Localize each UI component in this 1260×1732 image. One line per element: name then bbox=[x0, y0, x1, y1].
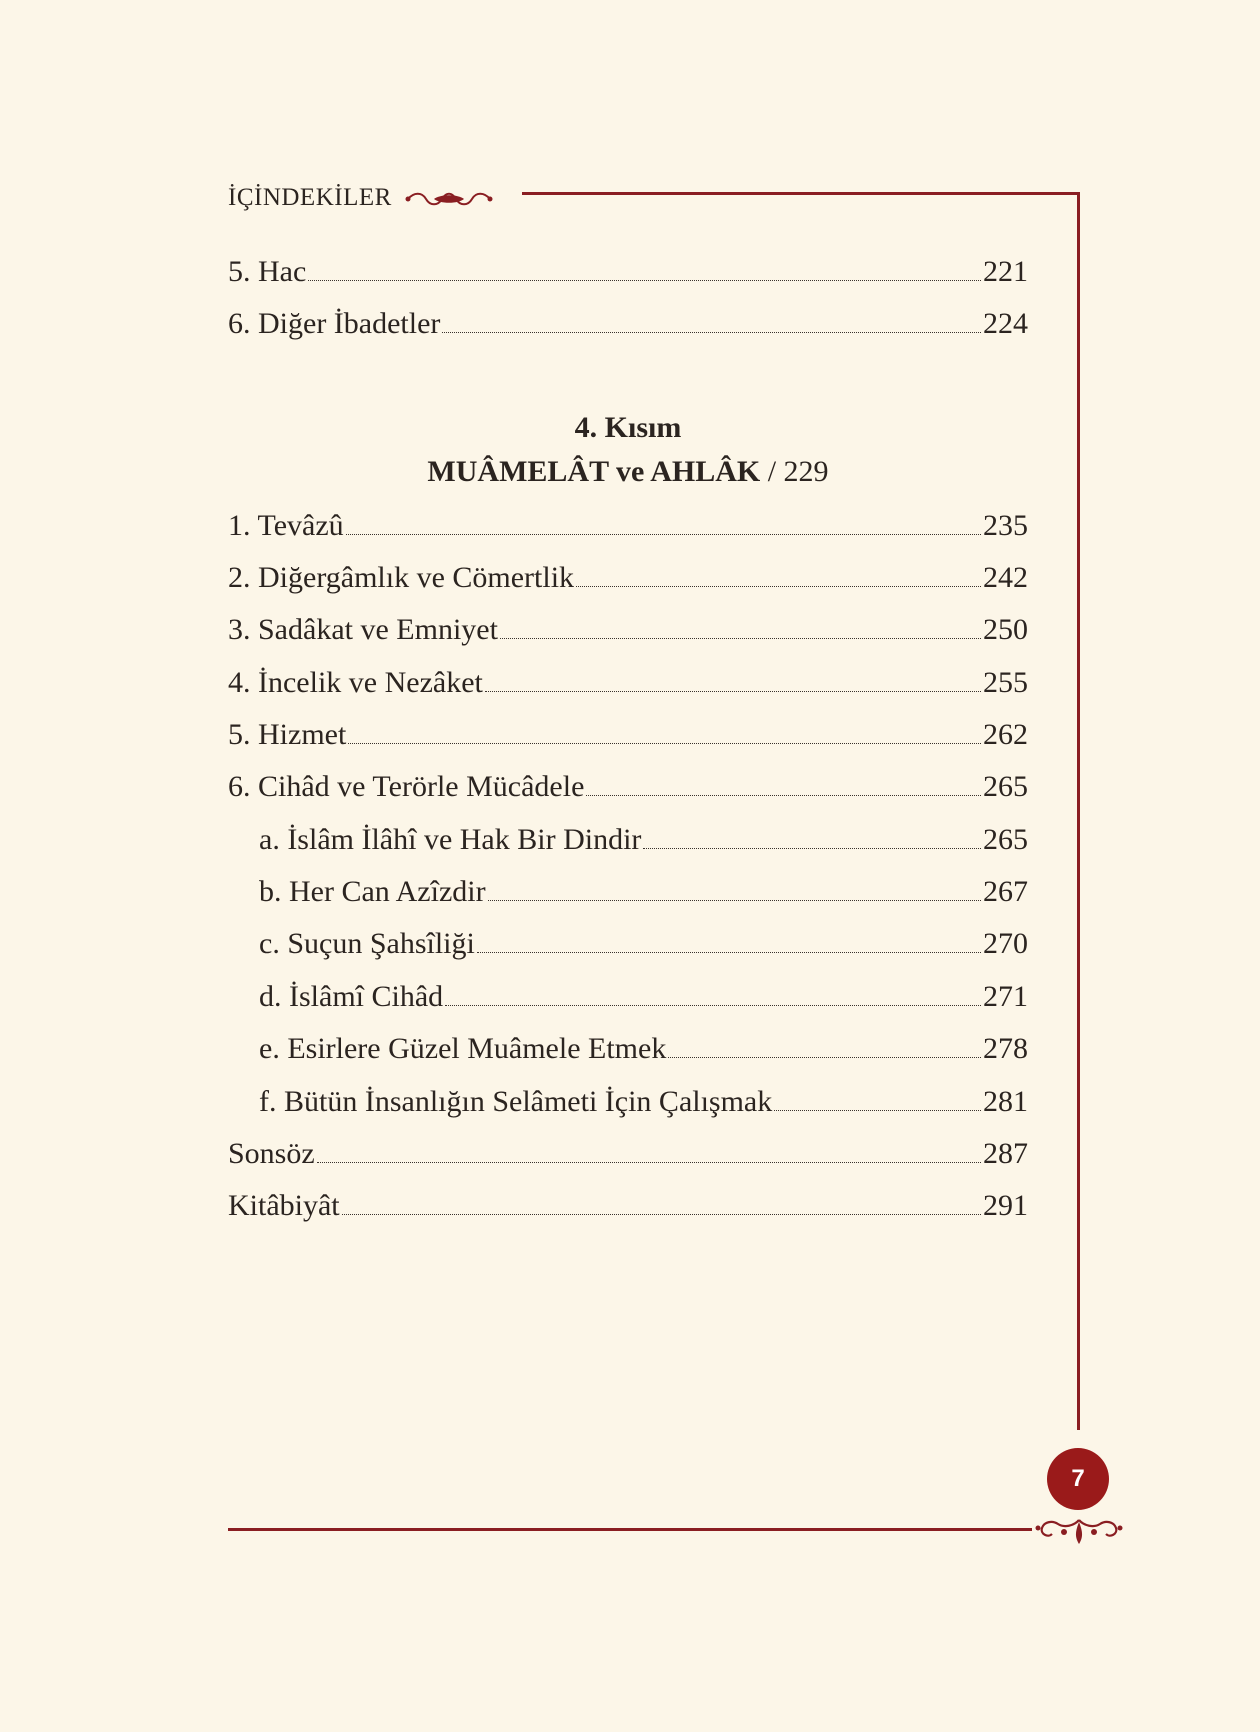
toc-entry[interactable] bbox=[228, 1134, 1028, 1174]
toc-leader-dots bbox=[308, 279, 981, 281]
toc-leader-dots bbox=[500, 637, 981, 639]
toc-entry[interactable] bbox=[228, 252, 1028, 292]
toc-entry-label: 1. Tevâzû bbox=[228, 509, 344, 542]
toc-entry-page: 250 bbox=[983, 613, 1028, 646]
frame-top-rule bbox=[522, 192, 1080, 195]
toc-entry[interactable] bbox=[228, 506, 1028, 546]
toc-subentry-label: e. Esirlere Güzel Muâmele Etmek bbox=[259, 1032, 667, 1065]
toc-subentry-page: 271 bbox=[983, 980, 1028, 1013]
toc-entry-label: Sonsöz bbox=[228, 1137, 315, 1170]
toc-entry-label: 2. Diğergâmlık ve Cömertlik bbox=[228, 561, 575, 594]
toc-subentry[interactable] bbox=[259, 872, 1028, 912]
toc-entry-page: 224 bbox=[983, 307, 1028, 340]
toc-subentry-label: a. İslâm İlâhî ve Hak Bir Dindir bbox=[259, 823, 642, 856]
running-header-title: İÇİNDEKİLER bbox=[228, 184, 392, 211]
toc-entry-label: 4. İncelik ve Nezâket bbox=[228, 666, 483, 699]
toc-subentry[interactable] bbox=[259, 977, 1028, 1017]
footer-ornament-icon bbox=[1034, 1512, 1124, 1548]
toc-entry-label: Kitâbiyât bbox=[228, 1189, 340, 1222]
toc-leader-dots bbox=[774, 1109, 981, 1111]
toc-entry-label: 6. Diğer İbadetler bbox=[228, 307, 441, 340]
toc-entry-page: 287 bbox=[983, 1137, 1028, 1170]
section-title: MUÂMELÂT ve AHLÂK bbox=[427, 455, 761, 488]
toc-leader-dots bbox=[445, 1004, 981, 1006]
toc-entry[interactable] bbox=[228, 715, 1028, 755]
toc-entry[interactable] bbox=[228, 304, 1028, 344]
toc-subentry-label: b. Her Can Azîzdir bbox=[259, 875, 486, 908]
toc-leader-dots bbox=[477, 951, 981, 953]
toc-leader-dots bbox=[576, 585, 981, 587]
toc-entry-page: 235 bbox=[983, 509, 1028, 542]
toc-leader-dots bbox=[317, 1161, 981, 1163]
toc-subentry-page: 267 bbox=[983, 875, 1028, 908]
toc-entry-page: 255 bbox=[983, 666, 1028, 699]
toc-entry-page: 221 bbox=[983, 255, 1028, 288]
toc-leader-dots bbox=[485, 690, 981, 692]
toc-subentry-label: d. İslâmî Cihâd bbox=[259, 980, 444, 1013]
toc-entry-page: 291 bbox=[983, 1189, 1028, 1222]
header-ornament-icon bbox=[404, 188, 494, 210]
frame-right-rule bbox=[1077, 192, 1080, 1430]
toc-subentry-label: c. Suçun Şahsîliği bbox=[259, 927, 475, 960]
toc-subentry[interactable] bbox=[259, 1029, 1028, 1069]
toc-entry[interactable] bbox=[228, 558, 1028, 598]
toc-subentry-page: 278 bbox=[983, 1032, 1028, 1065]
toc-entry-label: 5. Hac bbox=[228, 255, 307, 288]
section-title-line bbox=[228, 450, 1028, 494]
toc-leader-dots bbox=[346, 533, 981, 535]
toc-subentry[interactable] bbox=[259, 1082, 1028, 1122]
toc-entry-label: 3. Sadâkat ve Emniyet bbox=[228, 613, 498, 646]
section-page: / 229 bbox=[767, 455, 829, 488]
toc-entry-page: 242 bbox=[983, 561, 1028, 594]
toc-entry[interactable] bbox=[228, 663, 1028, 703]
toc-leader-dots bbox=[488, 899, 981, 901]
toc-entry-page: 262 bbox=[983, 718, 1028, 751]
toc-entry-page: 265 bbox=[983, 770, 1028, 803]
toc-leader-dots bbox=[342, 1213, 981, 1215]
toc-leader-dots bbox=[586, 794, 981, 796]
toc-subentry-label: f. Bütün İnsanlığın Selâmeti İçin Çalışmak bbox=[259, 1085, 773, 1118]
toc-leader-dots bbox=[442, 331, 981, 333]
toc-subentry[interactable] bbox=[259, 820, 1028, 860]
toc-leader-dots bbox=[668, 1056, 981, 1058]
toc-entry[interactable] bbox=[228, 767, 1028, 807]
toc-subentry-page: 265 bbox=[983, 823, 1028, 856]
page-number-badge: 7 bbox=[1047, 1448, 1109, 1510]
frame-bottom-rule bbox=[228, 1528, 1032, 1531]
section-number: 4. Kısım bbox=[574, 411, 682, 444]
toc-subentry-page: 270 bbox=[983, 927, 1028, 960]
toc-leader-dots bbox=[348, 742, 981, 744]
toc-leader-dots bbox=[643, 847, 981, 849]
toc-entry[interactable] bbox=[228, 610, 1028, 650]
toc-subentry[interactable] bbox=[259, 924, 1028, 964]
toc-entry-label: 5. Hizmet bbox=[228, 718, 347, 751]
toc-subentry-page: 281 bbox=[983, 1085, 1028, 1118]
toc-entry[interactable] bbox=[228, 1186, 1028, 1226]
toc-entry-label: 6. Cihâd ve Terörle Mücâdele bbox=[228, 770, 585, 803]
